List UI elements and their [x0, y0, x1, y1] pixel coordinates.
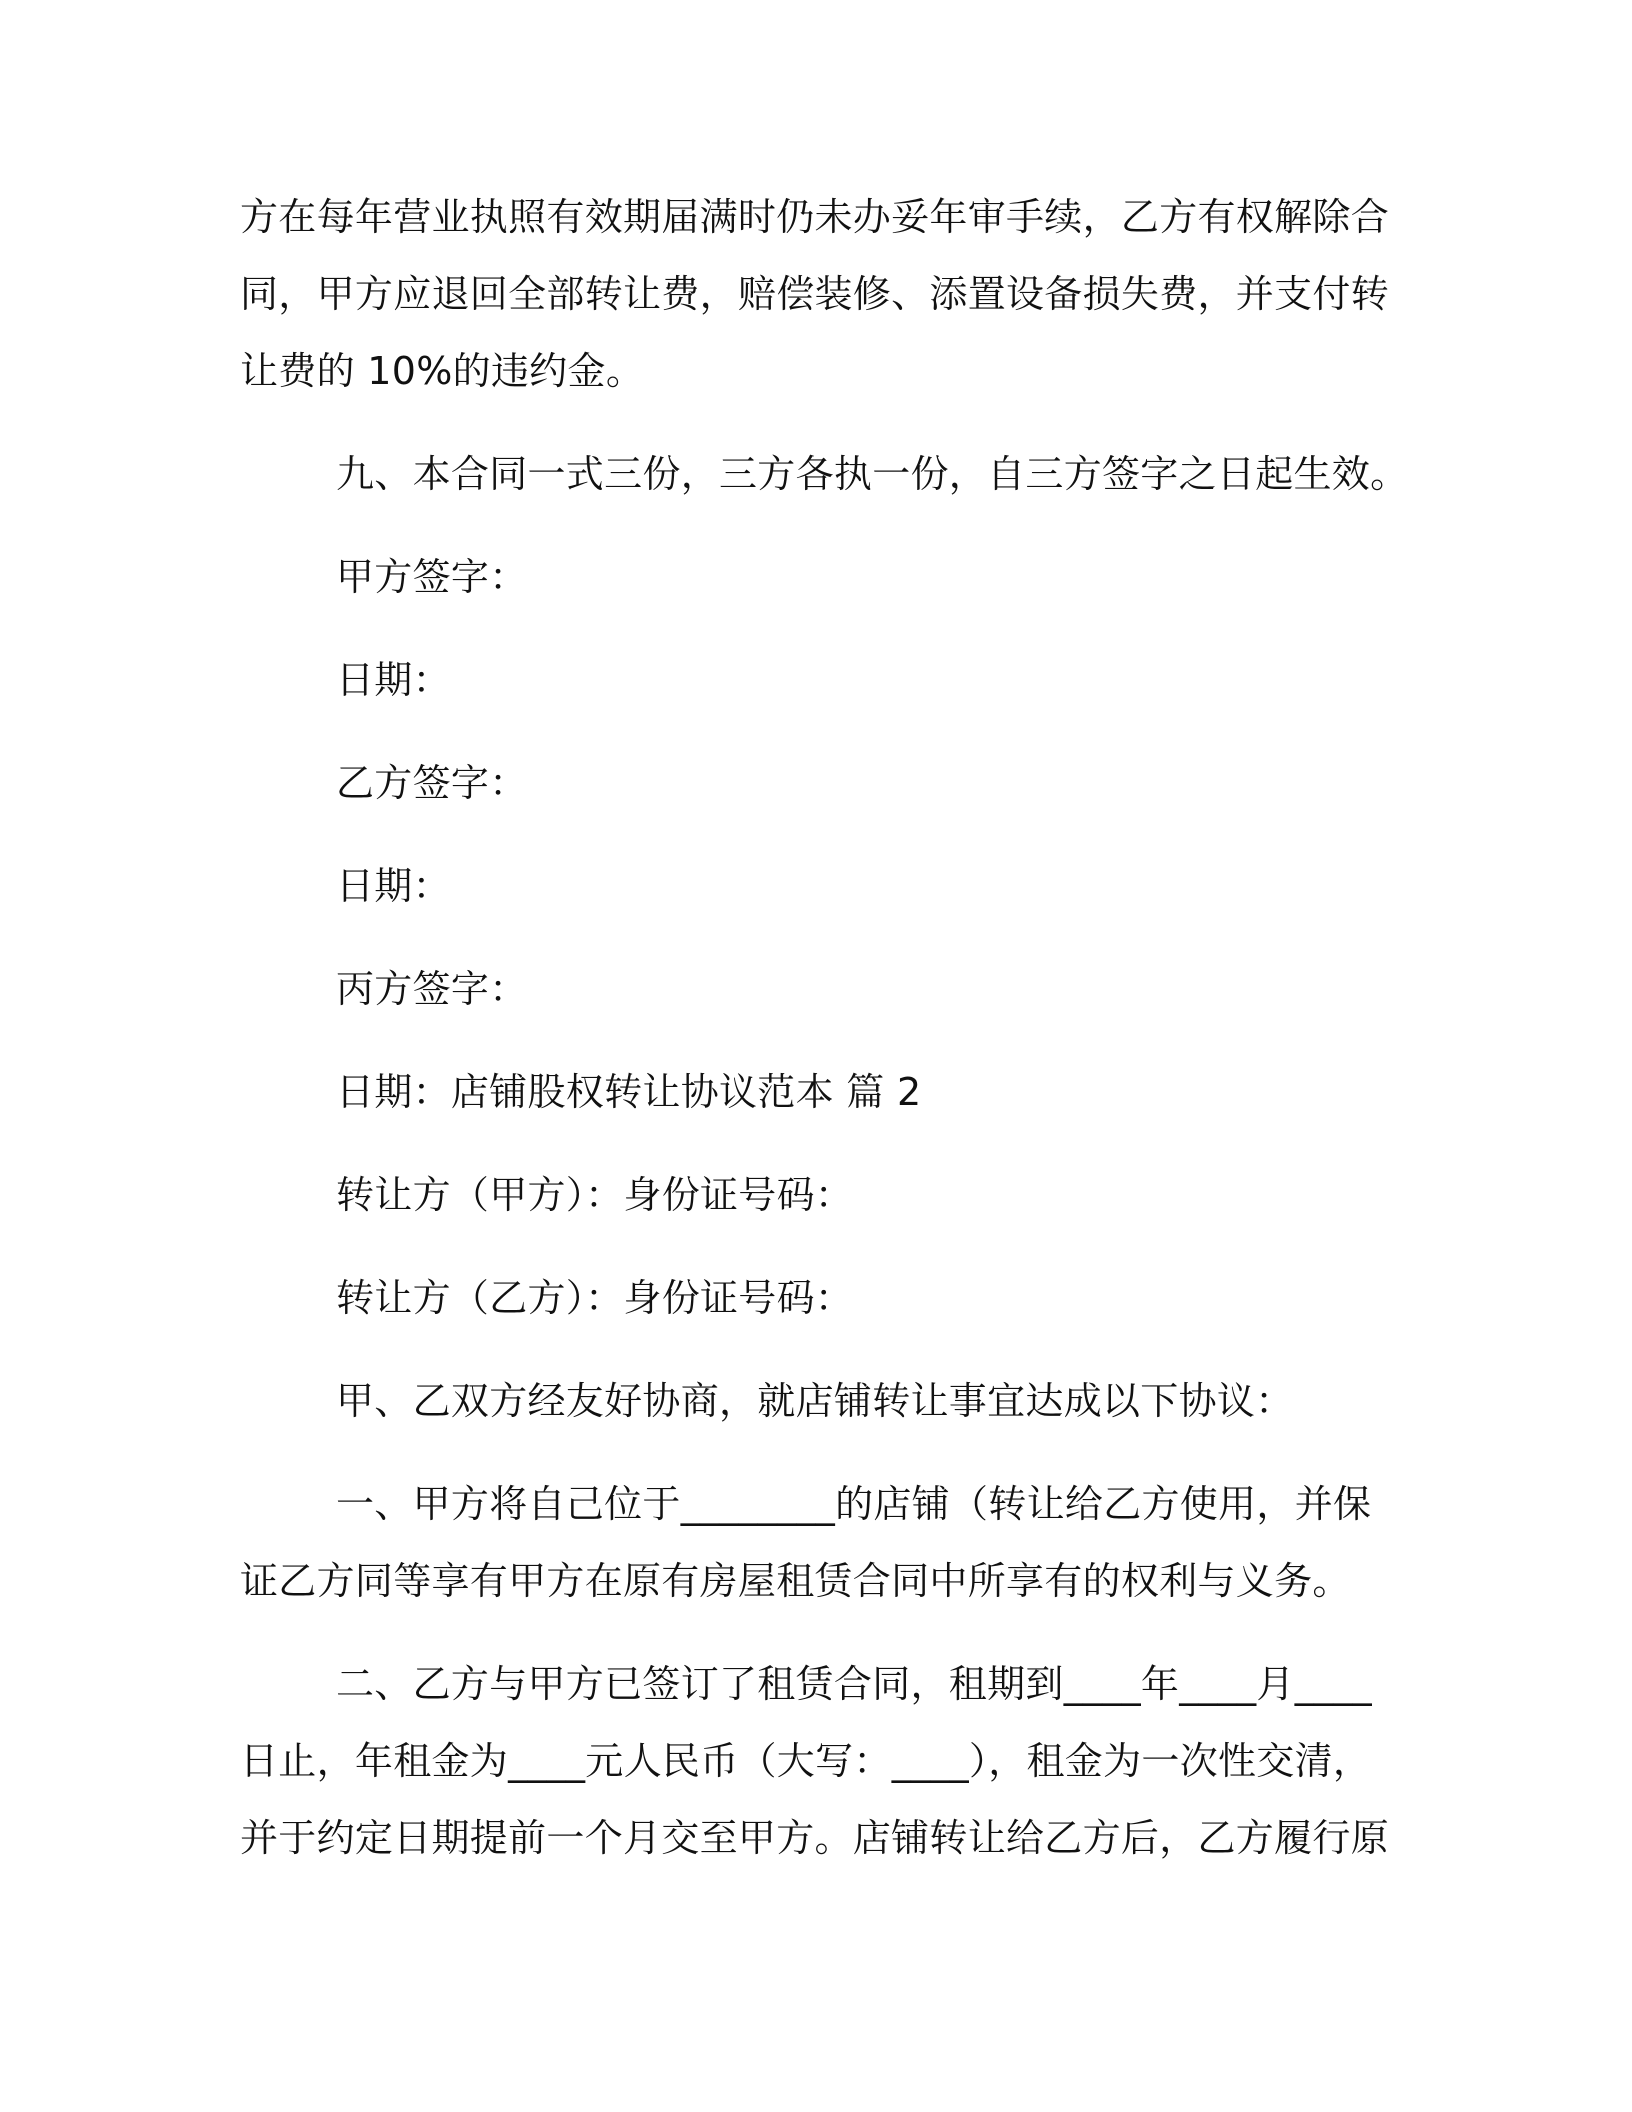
clause-one-line: 一、甲方将自己位于________的店铺（转让给乙方使用，并保 — [336, 1482, 1372, 1526]
party-c-signature-label: 丙方签字： — [336, 967, 528, 1011]
date-label: 日期： — [336, 864, 451, 908]
agreement-intro: 甲、乙双方经友好协商，就店铺转让事宜达成以下协议： — [336, 1379, 1294, 1423]
paragraph-line: 让费的 10%的违约金。 — [240, 349, 645, 393]
clause-two-line: 二、乙方与甲方已签订了租赁合同，租期到____年____月____ — [336, 1662, 1372, 1706]
party-b-signature-label: 乙方签字： — [336, 761, 528, 805]
date-and-section-title: 日期：店铺股权转让协议范本 篇 2 — [336, 1070, 922, 1114]
clause-one-line: 证乙方同等享有甲方在原有房屋租赁合同中所享有的权利与义务。 — [240, 1559, 1351, 1603]
date-label: 日期： — [336, 658, 451, 702]
clause-two-line: 并于约定日期提前一个月交至甲方。店铺转让给乙方后，乙方履行原 — [240, 1816, 1390, 1860]
transferor-a-line: 转让方（甲方）：身份证号码： — [336, 1173, 854, 1217]
transferor-b-line: 转让方（乙方）：身份证号码： — [336, 1276, 854, 1320]
party-a-signature-label: 甲方签字： — [336, 555, 528, 599]
paragraph-line: 方在每年营业执照有效期届满时仍未办妥年审手续，乙方有权解除合 — [240, 195, 1390, 239]
clause-two-line: 日止，年租金为____元人民币（大写：____），租金为一次性交清， — [240, 1739, 1372, 1783]
clause-nine: 九、本合同一式三份，三方各执一份，自三方签字之日起生效。 — [336, 452, 1409, 496]
paragraph-line: 同，甲方应退回全部转让费，赔偿装修、添置设备损失费，并支付转 — [240, 272, 1390, 316]
